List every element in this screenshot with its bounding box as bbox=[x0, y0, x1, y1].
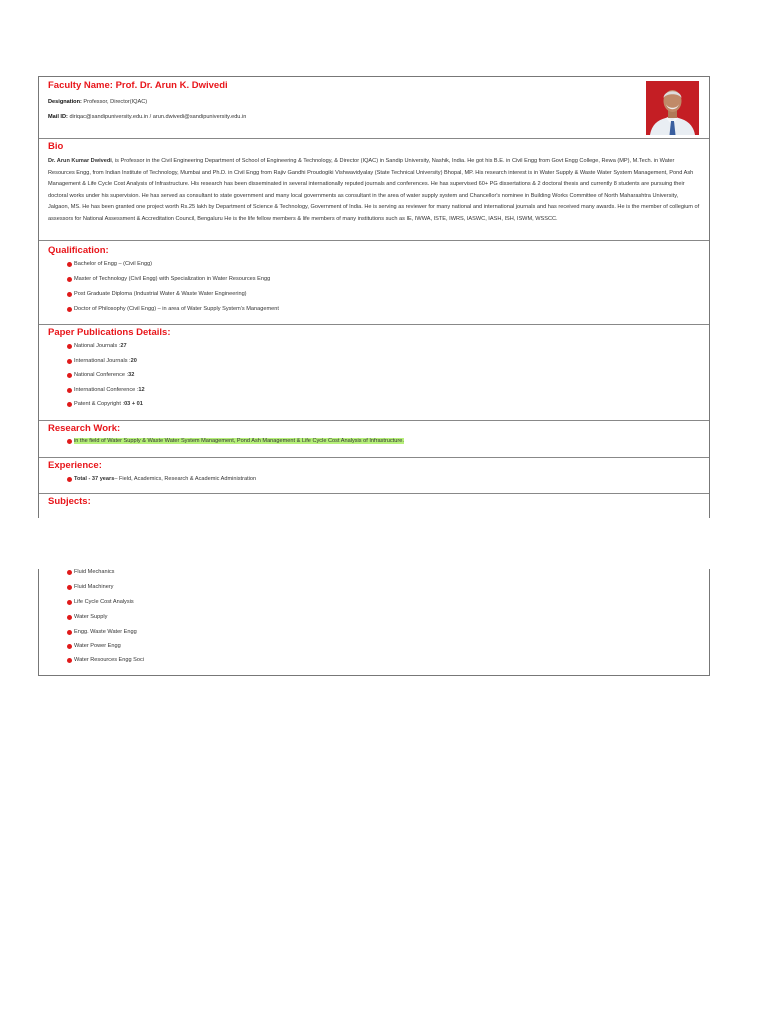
bullet-icon bbox=[67, 359, 72, 364]
list-item: Bachelor of Engg – (Civil Engg) bbox=[67, 261, 152, 267]
bullet-icon bbox=[67, 439, 72, 444]
bullet-icon bbox=[67, 585, 72, 590]
list-item: Engg. Waste Water Engg bbox=[67, 629, 137, 635]
bio-name: Dr. Arun Kumar Dwivedi bbox=[48, 158, 112, 164]
list-item: Master of Technology (Civil Engg) with Specialization in Water Resources Engg bbox=[67, 276, 270, 282]
bullet-icon bbox=[67, 344, 72, 349]
list-item: Post Graduate Diploma (Industrial Water & Waste Water Engineering) bbox=[67, 291, 247, 297]
bullet-icon bbox=[67, 402, 72, 407]
bullet-icon bbox=[67, 477, 72, 482]
bullet-icon bbox=[67, 292, 72, 297]
list-item: International Journals : 20 bbox=[67, 358, 137, 364]
list-item: Fluid Mechanics bbox=[67, 569, 114, 575]
research-heading: Research Work: bbox=[48, 423, 121, 434]
bullet-icon bbox=[67, 630, 72, 635]
designation: Designation: Professor, Director(IQAC) bbox=[48, 99, 148, 105]
list-item: Life Cycle Cost Analysis bbox=[67, 599, 134, 605]
bullet-icon bbox=[67, 373, 72, 378]
list-item: National Journals : 27 bbox=[67, 343, 127, 349]
subjects-list bbox=[38, 569, 710, 676]
bullet-icon bbox=[67, 570, 72, 575]
list-item: Fluid Machinery bbox=[67, 584, 113, 590]
list-item bbox=[67, 438, 404, 444]
list-item: Water Supply bbox=[67, 614, 107, 620]
research-section bbox=[39, 420, 709, 458]
list-item: International Conference : 12 bbox=[67, 387, 145, 393]
mail-id: Mail ID: diriqac@sandipuniversity.edu.in / arun.dwivedi@sandipuniversity.edu.in bbox=[48, 114, 247, 120]
subjects-heading: Subjects: bbox=[48, 496, 91, 507]
bullet-icon bbox=[67, 600, 72, 605]
research-highlight: in the field of Water Supply & Waste Water System Management, Pond Ash Management & Life Cycle Cost Analysis of Infrastructure. bbox=[74, 438, 404, 444]
faculty-header bbox=[39, 77, 709, 135]
faculty-name: Faculty Name: Prof. Dr. Arun K. Dwivedi bbox=[48, 80, 228, 91]
bullet-icon bbox=[67, 644, 72, 649]
bullet-icon bbox=[67, 262, 72, 267]
faculty-profile-card bbox=[38, 76, 710, 518]
bio-heading: Bio bbox=[48, 141, 64, 152]
bullet-icon bbox=[67, 307, 72, 312]
publications-section bbox=[39, 324, 709, 421]
list-item: National Conference : 32 bbox=[67, 372, 134, 378]
experience-section bbox=[39, 457, 709, 495]
bio-text: Dr. Arun Kumar Dwivedi, is Professor in the Civil Engineering Department of School of Engineering & Technology, & Director (IQAC) in Sandip University, Nashik, India. He got his B.E. in Civil Engg from Govt Engg College, Rewa (MP), M.Tech. in Water Resources Engg, from Indian Institute of Technology, Mumbai and Ph.D. in Civil Engg from Rajiv Gandhi Proudogiki Vishwavidyalay (State Technical University) Bhopal, MP. His research interest is in Water Supply & Waste Water System Management, Pond Ash Management & Life Cycle Cost Analysis of Infrastructure. His research has been disseminated in several internationally reputed journals and conferences. He has supervised 60+ PG dissertations & 2 doctoral thesis and currently 8 students are pursuing their doctoral works under his supervision. He has served as consultant to state government and many local governments as consultant in the area of water supply system and Chancellor's nominee in Building Works Committee of North Maharashtra University, Jalgaon, MS. He has been granted one project worth Rs.25 lakh by Department of Science & Technology, Government of India. He is serving as reviewer for many national and international journals and has received many awards. He is the member of collegium of assessors for National Assessment & Accreditation Council, Bengaluru He is the life fellow members & life members of many institutions such as IE, IWWA, ISTE, IWRS, IASWC, IASH, ISH, ISWM, WSSCC. bbox=[48, 158, 700, 222]
list-item: Water Resources Engg Soci bbox=[67, 657, 144, 663]
faculty-photo bbox=[646, 81, 699, 135]
experience-heading: Experience: bbox=[48, 460, 102, 471]
list-item: Doctor of Philosophy (Civil Engg) – in area of Water Supply System’s Management bbox=[67, 306, 279, 312]
list-item: Water Power Engg bbox=[67, 643, 121, 649]
bullet-icon bbox=[67, 277, 72, 282]
publications-heading: Paper Publications Details: bbox=[48, 327, 171, 338]
subjects-section bbox=[39, 493, 709, 520]
list-item: Total - 37 years – Field, Academics, Research & Academic Administration bbox=[67, 476, 256, 482]
bullet-icon bbox=[67, 388, 72, 393]
bullet-icon bbox=[67, 615, 72, 620]
bullet-icon bbox=[67, 658, 72, 663]
list-item: Patent & Copyright : 03 + 01 bbox=[67, 401, 143, 407]
qualification-heading: Qualification: bbox=[48, 245, 109, 256]
qualification-section bbox=[39, 240, 709, 324]
bio-section bbox=[39, 138, 709, 239]
